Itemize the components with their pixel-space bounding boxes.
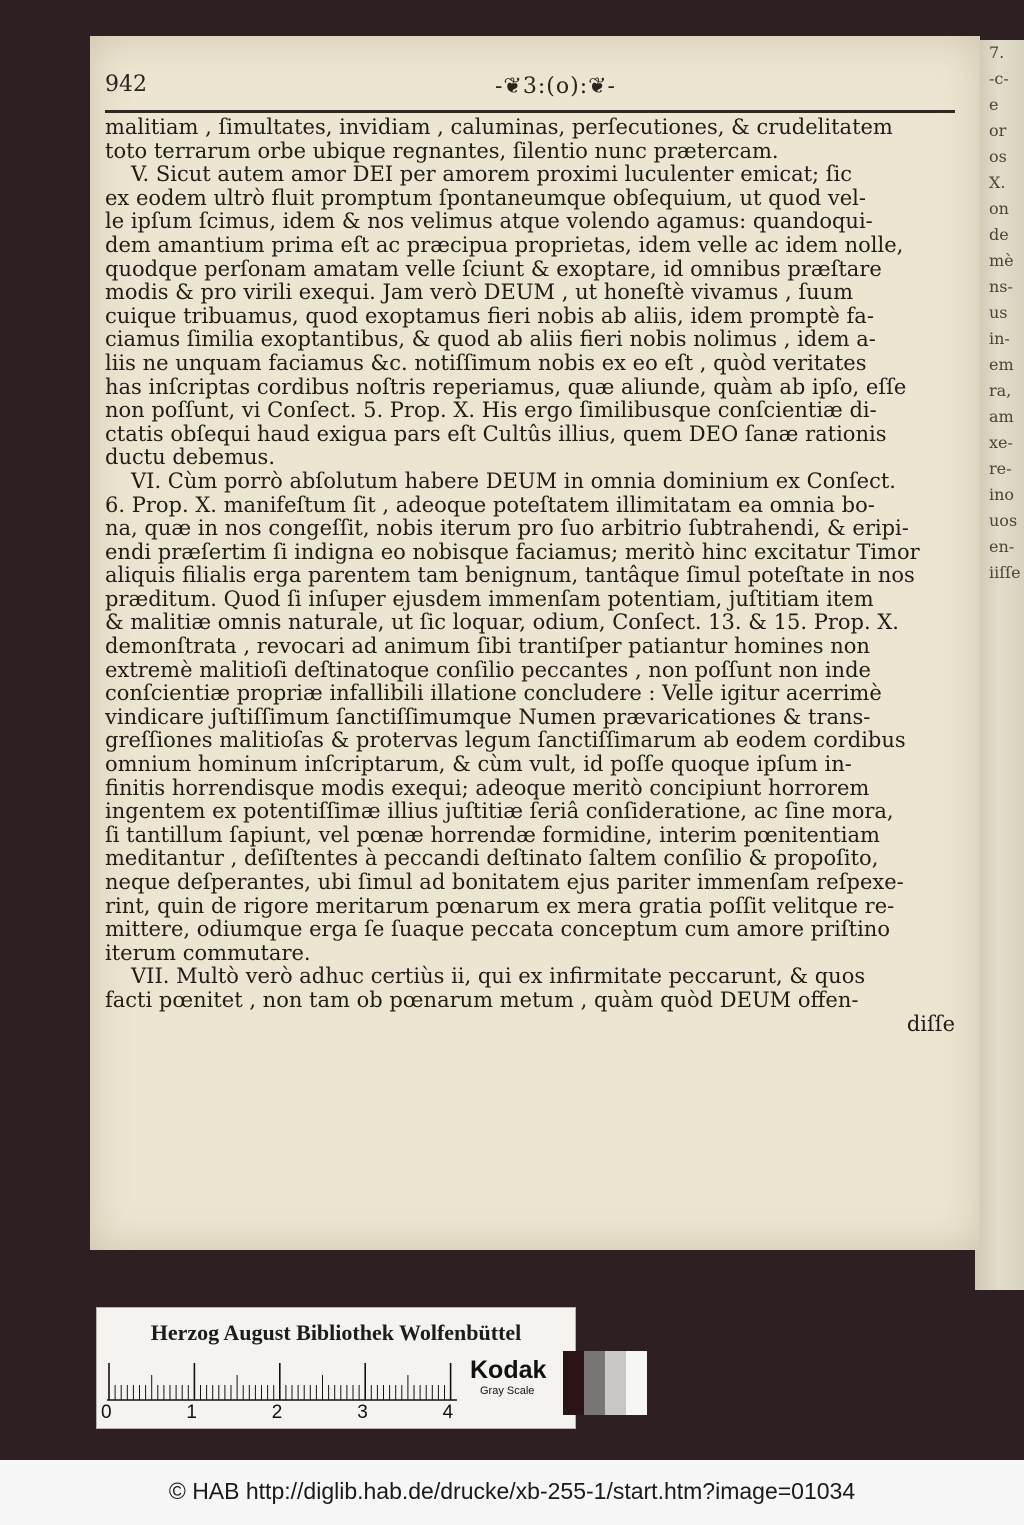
text-line: non poſſunt, vi Conſect. 5. Prop. X. His ergo ſimilibusque conſcientiæ di- [105,399,877,423]
edge-fragment: ino [989,485,1015,504]
edge-fragment: or [989,121,1007,140]
gray-scale-swatches [563,1351,647,1415]
text-line: ciamus ſimilia exoptantibus, & quod ab aliis fieri nobis nolimus , idem a- [105,328,876,352]
text-line: has inſcriptas cordibus noſtris reperiamus, quæ aliunde, quàm ab ipſo, eſſe [105,375,907,399]
scan-background-bottom [0,1440,1024,1460]
edge-fragment: 7. [989,43,1005,62]
edge-fragment: us [989,303,1008,322]
ruler-number: 0 [101,1402,112,1423]
edge-fragment: uos [989,511,1018,530]
text-line: ſi tantillum ſapiunt, vel pœnæ horrendæ formidine, interim pœnitentiam [105,823,880,847]
text-line: præditum. Quod ſi inſuper ejusdem immenſam potentiam, juſtitiam item [105,587,874,611]
text-line: ex eodem ultrò fluit promptum ſpontaneumque obſequium, ut quod vel- [105,186,866,210]
text-line: facti pœnitet , non tam ob pœnarum metum , quàm quòd DEUM offen- [105,988,859,1012]
text-line: rint, quin de rigore meritarum pœnarum ex mera gratia poſſit velitque re- [105,894,895,918]
library-name: Herzog August Bibliothek Wolfenbüttel [150,1320,522,1345]
ruler-number: 3 [357,1402,368,1423]
page-number: 942 [105,72,147,97]
edge-fragment: X. [989,173,1006,192]
gray-swatch [605,1351,626,1415]
text-line: iterum commutare. [105,941,311,965]
edge-fragment: e [989,95,999,114]
text-line: finitis horrendisque modis exequi; adeoque meritò concipiunt horrorem [105,776,870,800]
library-label-card [96,1307,576,1429]
text-line: 6. Prop. X. manifeſtum ſit , adeoque poteſtatem illimitatam ea omnia bo- [105,493,875,517]
copyright-footer: © HAB http://diglib.hab.de/drucke/xb-255-1/start.htm?image=01034 [168,1478,856,1504]
text-line: VI. Cùm porrò abſolutum habere DEUM in omnia dominium ex Conſect. [131,469,896,493]
edge-fragment: mè [989,251,1014,270]
edge-fragment: ns- [989,277,1013,296]
gray-swatch [563,1351,584,1415]
kodak-brand [470,1356,566,1397]
ruler-number: 4 [442,1402,454,1423]
text-line: omnium hominum inſcriptarum, & cùm vult, id poſſe quoque ipſum in- [105,753,852,777]
text-line: greſſiones malitioſas & protervas legum ſanctiſſimarum ab eodem cordibus [105,729,906,753]
edge-fragment: iiſſe [989,563,1021,582]
ruler-number: 1 [186,1402,197,1423]
text-line: V. Sicut autem amor DEI per amorem proximi luculenter emicat; ſic [131,163,853,187]
text-line: endi præſertim ſi indigna eo nobisque faciamus; meritò hinc excitatur Timor [105,540,920,564]
text-line: modis & pro virili exequi. Jam verò DEUM , ut honeſtè vivamus , ſuum [105,281,854,305]
text-line: le ipſum ſcimus, idem & nos velimus atque volendo agamus: quandoqui- [105,210,873,234]
text-line: extremè malitioſi deſtinatoque conſilio peccantes , non poſſunt non inde [105,658,871,682]
gray-scale-caption: Gray Scale [480,1385,535,1397]
edge-fragment: -c- [989,69,1009,88]
edge-fragment: ra, [989,381,1012,400]
text-line: ingentem ex potentiſſimæ illius juſtitiæ ſeriâ conſideratione, ac ſine mora, [105,800,894,824]
page-header [105,72,955,112]
text-line: mittere, odiumque erga ſe ſuaque peccata conceptum cum amore priſtino [105,918,890,942]
gray-swatch [626,1351,647,1415]
edge-fragment: em [989,355,1014,374]
text-line: dem amantium prima eſt ac præcipua proprietas, idem velle ac idem nolle, [105,233,904,257]
text-line: aliquis filialis erga parentem tam benignum, tantâque ſimul poteſtate in nos [105,564,915,588]
text-line: toto terrarum orbe ubique regnantes, ſilentio nunc prætercam. [105,139,779,163]
text-line: ctatis obſequi haud exigua pars eſt Cultûs illius, quem DEO ſanæ rationis [105,422,887,446]
edge-fragment: xe- [989,433,1013,452]
edge-fragment: os [989,147,1007,166]
edge-fragment: re- [989,459,1012,478]
header-rule [105,110,955,113]
ruler-number: 2 [271,1402,283,1423]
text-line: na, quæ in nos congeſſit, nobis iterum pro ſuo arbitrio ſubtrahendi, & eripi- [105,517,909,541]
text-line: neque deſperantes, ubi ſimul ad bonitatem ejus pariter immenſam reſpexe- [105,871,904,894]
text-line: meditantur , deſiſtentes à peccandi deſtinato ſaltem conſilio & propoſito, [105,847,879,871]
ruler-scale [107,1361,457,1401]
text-line: & malitiæ omnis naturale, ut ſic loquar, odium, Conſect. 13. & 15. Prop. X. [105,611,899,635]
text-line: quodque perſonam amatam velle ſciunt & exoptare, id omnibus præſtare [105,257,882,281]
text-line: vindicare juſtiſſimum ſanctiſſimumque Numen prævaricationes & trans- [105,705,871,729]
text-line: malitiam , ſimultates, invidiam , caluminas, perſecutiones, & crudelitatem [105,116,893,139]
text-line: liis ne unquam faciamus &c. notiſſimum nobis ex eo eſt , quòd veritates [105,351,867,375]
text-line: ductu debemus. [105,446,275,470]
edge-fragment: am [989,407,1014,426]
text-line: diſſe [906,1012,955,1036]
edge-fragment: de [989,225,1009,244]
text-line: demonſtrata , revocari ad animum ſibi trantiſper patiantur homines non [105,635,870,659]
kodak-logo-text: Kodak [470,1356,547,1384]
text-line: VII. Multò verò adhuc certiùs ii, qui ex infirmitate peccarunt, & quos [131,965,866,989]
edge-fragment: in- [989,329,1010,348]
edge-fragment: en- [989,537,1015,556]
text-line: cuique tribuamus, quod exoptamus fieri nobis ab aliis, idem promptè fa- [105,304,874,328]
adjacent-page-edge [975,40,1024,1290]
text-line: conſcientiæ propriæ infallibili illatione concludere : Velle igitur acerrimè [105,682,882,706]
edge-fragment: on [989,199,1009,218]
body-text [105,116,955,1036]
gray-swatch [584,1351,605,1415]
header-ornament: -❦3:(o):❦- [495,74,616,99]
